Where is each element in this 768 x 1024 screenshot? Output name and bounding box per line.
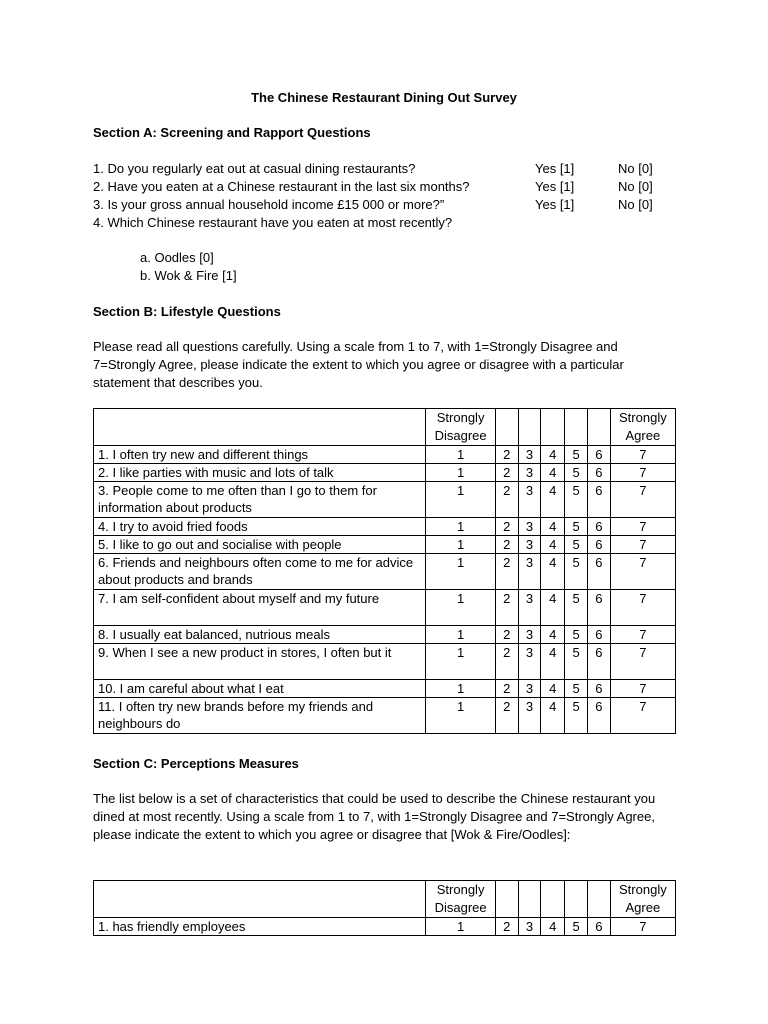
- scale-option-5[interactable]: 5: [565, 518, 588, 536]
- scale-option-5[interactable]: 5: [565, 536, 588, 554]
- table-row: [94, 446, 676, 464]
- scale-option-2[interactable]: 2: [495, 554, 518, 590]
- scale-option-2[interactable]: 2: [495, 590, 518, 626]
- scale-option-7[interactable]: 7: [610, 518, 675, 536]
- header-cell: [565, 881, 588, 918]
- scale-option-5[interactable]: 5: [565, 554, 588, 590]
- scale-option-5[interactable]: 5: [565, 626, 588, 644]
- scale-option-5[interactable]: 5: [565, 590, 588, 626]
- scale-option-7[interactable]: 7: [610, 644, 675, 680]
- scale-option-3[interactable]: 3: [518, 464, 541, 482]
- scale-option-6[interactable]: 6: [587, 536, 610, 554]
- scale-option-4[interactable]: 4: [541, 644, 565, 680]
- scale-option-5[interactable]: 5: [565, 680, 588, 698]
- answer-yes: Yes [1]: [535, 161, 575, 176]
- scale-option-4[interactable]: 4: [541, 464, 565, 482]
- answer-option: b. Wok & Fire [1]: [140, 268, 237, 283]
- scale-option-7[interactable]: 7: [610, 698, 675, 734]
- scale-option-1[interactable]: 1: [426, 446, 495, 464]
- answer-yes: Yes [1]: [535, 179, 575, 194]
- header-cell: [518, 409, 541, 446]
- section-a-heading: Section A: Screening and Rapport Questions: [93, 125, 371, 140]
- table-header-row: [94, 409, 676, 446]
- header-strongly-disagree: Strongly Disagree: [426, 409, 495, 446]
- statement-text: 7. I am self-confident about myself and my future: [94, 590, 426, 626]
- statement-text: 6. Friends and neighbours often come to me for advice about products and brands: [94, 554, 426, 590]
- question-text: 2. Have you eaten at a Chinese restaurant in the last six months?: [93, 179, 470, 194]
- page-title: The Chinese Restaurant Dining Out Survey: [251, 90, 517, 105]
- statement-text: 9. When I see a new product in stores, I often but it: [94, 644, 426, 680]
- scale-option-6[interactable]: 6: [587, 518, 610, 536]
- scale-option-1[interactable]: 1: [426, 518, 495, 536]
- question-text: 4. Which Chinese restaurant have you eaten at most recently?: [93, 215, 453, 230]
- question-text: 1. Do you regularly eat out at casual dining restaurants?: [93, 161, 416, 176]
- scale-option-1[interactable]: 1: [426, 464, 495, 482]
- lifestyle-rating-table: [93, 408, 676, 734]
- table-row: [94, 536, 676, 554]
- scale-option-2[interactable]: 2: [495, 446, 518, 464]
- header-strongly-disagree: Strongly Disagree: [426, 881, 495, 918]
- scale-option-6[interactable]: 6: [587, 554, 610, 590]
- scale-option-7[interactable]: 7: [610, 446, 675, 464]
- header-cell: [495, 881, 518, 918]
- scale-option-5[interactable]: 5: [565, 698, 588, 734]
- scale-option-6[interactable]: 6: [587, 680, 610, 698]
- scale-option-2[interactable]: 2: [495, 698, 518, 734]
- scale-option-2[interactable]: 2: [495, 918, 518, 936]
- scale-option-6[interactable]: 6: [587, 698, 610, 734]
- scale-option-1[interactable]: 1: [426, 590, 495, 626]
- scale-option-3[interactable]: 3: [518, 680, 541, 698]
- header-strongly-agree: Strongly Agree: [610, 409, 675, 446]
- scale-option-4[interactable]: 4: [541, 680, 565, 698]
- scale-option-2[interactable]: 2: [495, 626, 518, 644]
- header-cell: [541, 881, 565, 918]
- scale-option-7[interactable]: 7: [610, 590, 675, 626]
- scale-option-2[interactable]: 2: [495, 464, 518, 482]
- scale-option-6[interactable]: 6: [587, 482, 610, 518]
- scale-option-2[interactable]: 2: [495, 482, 518, 518]
- table-row: [94, 626, 676, 644]
- scale-option-1[interactable]: 1: [426, 918, 495, 936]
- scale-option-1[interactable]: 1: [426, 644, 495, 680]
- scale-option-2[interactable]: 2: [495, 680, 518, 698]
- scale-option-4[interactable]: 4: [541, 482, 565, 518]
- scale-option-3[interactable]: 3: [518, 536, 541, 554]
- section-c-heading: Section C: Perceptions Measures: [93, 756, 299, 771]
- scale-option-3[interactable]: 3: [518, 626, 541, 644]
- scale-option-5[interactable]: 5: [565, 464, 588, 482]
- statement-text: 10. I am careful about what I eat: [94, 680, 426, 698]
- scale-option-3[interactable]: 3: [518, 446, 541, 464]
- scale-option-3[interactable]: 3: [518, 918, 541, 936]
- statement-text: 4. I try to avoid fried foods: [94, 518, 426, 536]
- scale-option-5[interactable]: 5: [565, 918, 588, 936]
- statement-text: 5. I like to go out and socialise with people: [94, 536, 426, 554]
- scale-option-4[interactable]: 4: [541, 626, 565, 644]
- answer-option: a. Oodles [0]: [140, 250, 214, 265]
- perceptions-rating-table: [93, 880, 676, 936]
- scale-option-4[interactable]: 4: [541, 446, 565, 464]
- scale-option-4[interactable]: 4: [541, 554, 565, 590]
- scale-option-5[interactable]: 5: [565, 482, 588, 518]
- scale-option-5[interactable]: 5: [565, 446, 588, 464]
- header-cell: [518, 881, 541, 918]
- header-strongly-agree: Strongly Agree: [610, 881, 675, 918]
- scale-option-3[interactable]: 3: [518, 518, 541, 536]
- answer-yes: Yes [1]: [535, 197, 575, 212]
- scale-option-4[interactable]: 4: [541, 698, 565, 734]
- scale-option-3[interactable]: 3: [518, 482, 541, 518]
- table-row: [94, 590, 676, 626]
- header-cell: [587, 881, 610, 918]
- scale-option-3[interactable]: 3: [518, 698, 541, 734]
- scale-option-7[interactable]: 7: [610, 464, 675, 482]
- scale-option-3[interactable]: 3: [518, 644, 541, 680]
- header-cell: [94, 881, 426, 918]
- statement-text: 8. I usually eat balanced, nutrious meals: [94, 626, 426, 644]
- scale-option-7[interactable]: 7: [610, 680, 675, 698]
- header-cell: [94, 409, 426, 446]
- answer-no: No [0]: [618, 197, 653, 212]
- scale-option-3[interactable]: 3: [518, 590, 541, 626]
- table-row: [94, 518, 676, 536]
- scale-option-6[interactable]: 6: [587, 644, 610, 680]
- header-cell: [587, 409, 610, 446]
- scale-option-6[interactable]: 6: [587, 590, 610, 626]
- section-b-heading: Section B: Lifestyle Questions: [93, 304, 281, 319]
- statement-text: 1. has friendly employees: [94, 918, 426, 936]
- table-row: [94, 918, 676, 936]
- table-row: [94, 464, 676, 482]
- table-row: [94, 698, 676, 734]
- scale-option-4[interactable]: 4: [541, 518, 565, 536]
- statement-text: 2. I like parties with music and lots of talk: [94, 464, 426, 482]
- scale-option-6[interactable]: 6: [587, 626, 610, 644]
- scale-option-1[interactable]: 1: [426, 626, 495, 644]
- scale-option-1[interactable]: 1: [426, 698, 495, 734]
- scale-option-2[interactable]: 2: [495, 536, 518, 554]
- scale-option-6[interactable]: 6: [587, 918, 610, 936]
- scale-option-1[interactable]: 1: [426, 554, 495, 590]
- statement-text: 1. I often try new and different things: [94, 446, 426, 464]
- scale-option-4[interactable]: 4: [541, 590, 565, 626]
- table-row: [94, 482, 676, 518]
- scale-option-7[interactable]: 7: [610, 918, 675, 936]
- statement-text: 11. I often try new brands before my friends and neighbours do: [94, 698, 426, 734]
- scale-option-2[interactable]: 2: [495, 518, 518, 536]
- answer-no: No [0]: [618, 179, 653, 194]
- section-b-instructions: Please read all questions carefully. Using a scale from 1 to 7, with 1=Strongly Disagree and 7=Strongly Agree, please indicate the extent to which you agree or disagree with a particular statement that describes you.: [93, 339, 624, 390]
- question-text: 3. Is your gross annual household income £15 000 or more?”: [93, 197, 445, 212]
- scale-option-6[interactable]: 6: [587, 446, 610, 464]
- table-row: [94, 554, 676, 590]
- scale-option-4[interactable]: 4: [541, 536, 565, 554]
- scale-option-4[interactable]: 4: [541, 918, 565, 936]
- answer-no: No [0]: [618, 161, 653, 176]
- statement-text: 3. People come to me often than I go to them for information about products: [94, 482, 426, 518]
- table-header-row: [94, 881, 676, 918]
- scale-option-3[interactable]: 3: [518, 554, 541, 590]
- header-cell: [565, 409, 588, 446]
- scale-option-1[interactable]: 1: [426, 482, 495, 518]
- scale-option-7[interactable]: 7: [610, 554, 675, 590]
- scale-option-7[interactable]: 7: [610, 626, 675, 644]
- header-cell: [495, 409, 518, 446]
- scale-option-1[interactable]: 1: [426, 680, 495, 698]
- scale-option-7[interactable]: 7: [610, 536, 675, 554]
- scale-option-5[interactable]: 5: [565, 644, 588, 680]
- scale-option-7[interactable]: 7: [610, 482, 675, 518]
- section-c-instructions: The list below is a set of characteristics that could be used to describe the Chinese restaurant you dined at most recently. Using a scale from 1 to 7, with 1=Strongly Disagree and 7=Strongly Agree, please indicate the extent to which you agree or disagree that [Wok & Fire/Oodles]:: [93, 791, 656, 842]
- scale-option-2[interactable]: 2: [495, 644, 518, 680]
- table-row: [94, 644, 676, 680]
- header-cell: [541, 409, 565, 446]
- scale-option-1[interactable]: 1: [426, 536, 495, 554]
- scale-option-6[interactable]: 6: [587, 464, 610, 482]
- table-row: [94, 680, 676, 698]
